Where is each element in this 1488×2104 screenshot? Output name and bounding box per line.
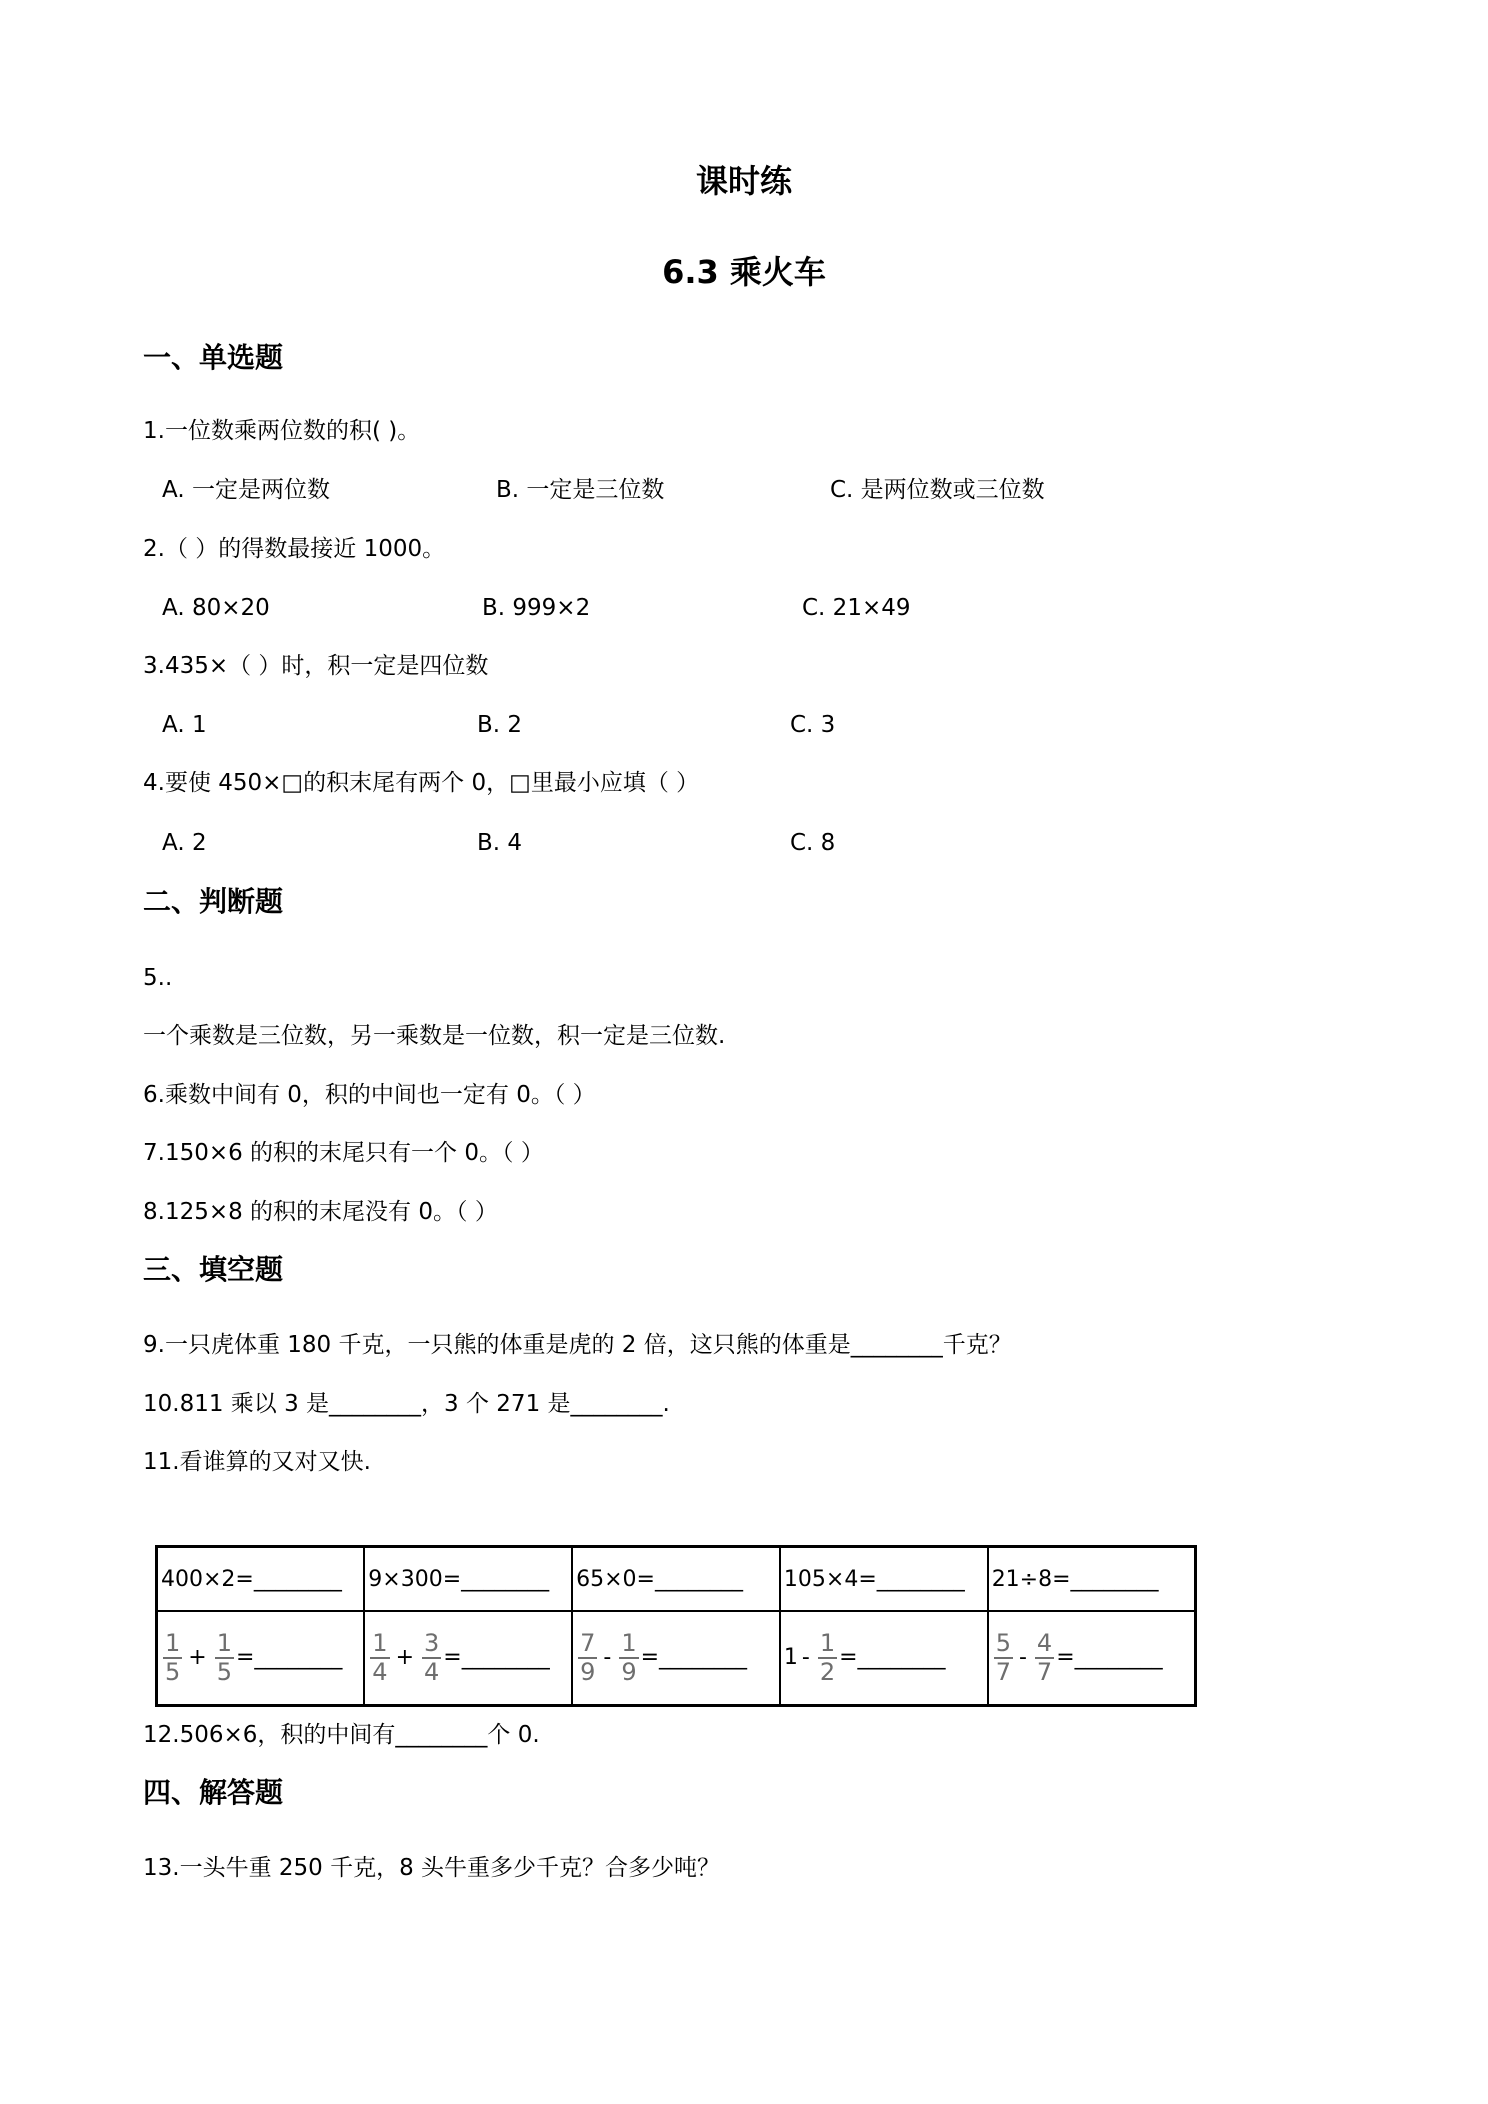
question-9-stem: 9.一只虎体重 180 千克，一只熊的体重是虎的 2 倍，这只熊的体重是________千克？: [143, 1332, 1012, 1358]
table-row: [157, 1547, 1196, 1612]
fraction-numerator: 1: [215, 1631, 234, 1659]
question-4-option-c: C. 8: [790, 830, 836, 856]
table-cell: 21÷8=________: [988, 1547, 1196, 1612]
question-2-option-b: B. 999×2: [482, 595, 591, 621]
fraction-numerator: 4: [1035, 1631, 1054, 1659]
question-12-stem: 12.506×6，积的中间有________个 0.: [143, 1722, 540, 1748]
fraction: [422, 1628, 441, 1686]
question-3-option-a: A. 1: [162, 712, 207, 738]
table-cell: 400×2=________: [157, 1547, 365, 1612]
answer-blank: =________: [640, 1645, 748, 1670]
question-3-option-c: C. 3: [790, 712, 836, 738]
table-cell: [157, 1611, 365, 1706]
fraction-denominator: 7: [1036, 1658, 1053, 1686]
fraction-numerator: 1: [818, 1631, 837, 1659]
fraction-numerator: 1: [163, 1631, 182, 1659]
page-title: 课时练: [695, 162, 792, 200]
fraction-denominator: 9: [621, 1658, 637, 1686]
calculation-table: [155, 1545, 1197, 1707]
table-cell: [780, 1611, 988, 1706]
fraction-denominator: 5: [216, 1658, 232, 1686]
fraction: [370, 1628, 389, 1686]
operator: -: [603, 1645, 612, 1670]
table-cell: 105×4=________: [780, 1547, 988, 1612]
table-row: [157, 1611, 1196, 1706]
question-6-stem: 6.乘数中间有 0，积的中间也一定有 0。（ ）: [143, 1082, 596, 1108]
whole-number: 1: [783, 1645, 798, 1670]
fraction: [994, 1628, 1013, 1686]
fraction: [818, 1628, 837, 1686]
fraction: [163, 1628, 182, 1686]
fraction: [578, 1628, 597, 1686]
question-2-option-a: A. 80×20: [162, 595, 270, 621]
fraction-numerator: 1: [619, 1631, 638, 1659]
question-5-stem: 5..: [143, 965, 173, 991]
fraction-numerator: 7: [578, 1631, 597, 1659]
question-7-stem: 7.150×6 的积的末尾只有一个 0。（ ）: [143, 1140, 544, 1166]
section-heading-word-problems: 四、解答题: [143, 1776, 284, 1809]
table-cell: [988, 1611, 1196, 1706]
fraction-numerator: 3: [422, 1631, 441, 1659]
question-10-stem: 10.811 乘以 3 是________，3 个 271 是________.: [143, 1391, 670, 1417]
table-cell: 9×300=________: [364, 1547, 572, 1612]
table-cell: 65×0=________: [572, 1547, 780, 1612]
question-1-option-a: A. 一定是两位数: [162, 477, 330, 503]
question-8-stem: 8.125×8 的积的末尾没有 0。（ ）: [143, 1199, 498, 1225]
section-heading-true-false: 二、判断题: [143, 885, 284, 918]
fraction-denominator: 7: [995, 1658, 1011, 1686]
fraction-denominator: 2: [819, 1658, 836, 1686]
question-4-option-a: A. 2: [162, 830, 207, 856]
answer-blank: =________: [236, 1645, 343, 1670]
answer-blank: =________: [443, 1645, 550, 1670]
question-11-stem: 11.看谁算的又对又快.: [143, 1449, 371, 1475]
question-1-stem: 1.一位数乘两位数的积( )。: [143, 418, 421, 444]
fraction-denominator: 4: [424, 1658, 440, 1686]
answer-blank: =________: [1056, 1645, 1163, 1670]
table-cell: [572, 1611, 780, 1706]
operator: -: [801, 1645, 810, 1670]
question-4-stem: 4.要使 450×□的积末尾有两个 0，□里最小应填（ ）: [143, 770, 700, 796]
fraction: [619, 1628, 638, 1686]
fraction: [1035, 1628, 1054, 1686]
section-heading-fill-in: 三、填空题: [143, 1253, 284, 1286]
question-1-option-c: C. 是两位数或三位数: [830, 477, 1045, 503]
operator: +: [395, 1645, 415, 1670]
question-2-stem: 2.（ ）的得数最接近 1000。: [143, 536, 446, 562]
fraction-numerator: 1: [370, 1631, 389, 1659]
answer-blank: =________: [839, 1645, 946, 1670]
page-subtitle: 6.3 乘火车: [662, 253, 826, 291]
fraction-denominator: 4: [372, 1658, 388, 1686]
fraction-denominator: 5: [165, 1658, 181, 1686]
fraction-numerator: 5: [994, 1631, 1013, 1659]
question-1-option-b: B. 一定是三位数: [496, 477, 665, 503]
section-heading-single-choice: 一、单选题: [143, 341, 284, 374]
table-cell: [364, 1611, 572, 1706]
question-4-option-b: B. 4: [477, 830, 523, 856]
question-5-body: 一个乘数是三位数，另一乘数是一位数，积一定是三位数.: [143, 1023, 726, 1049]
fraction-denominator: 9: [580, 1658, 596, 1686]
operator: -: [1018, 1645, 1027, 1670]
question-3-stem: 3.435×（ ）时，积一定是四位数: [143, 653, 489, 679]
question-3-option-b: B. 2: [477, 712, 523, 738]
operator: +: [188, 1645, 207, 1670]
fraction: [215, 1628, 234, 1686]
question-2-option-c: C. 21×49: [802, 595, 911, 621]
question-13-stem: 13.一头牛重 250 千克，8 头牛重多少千克？合多少吨？: [143, 1855, 721, 1881]
